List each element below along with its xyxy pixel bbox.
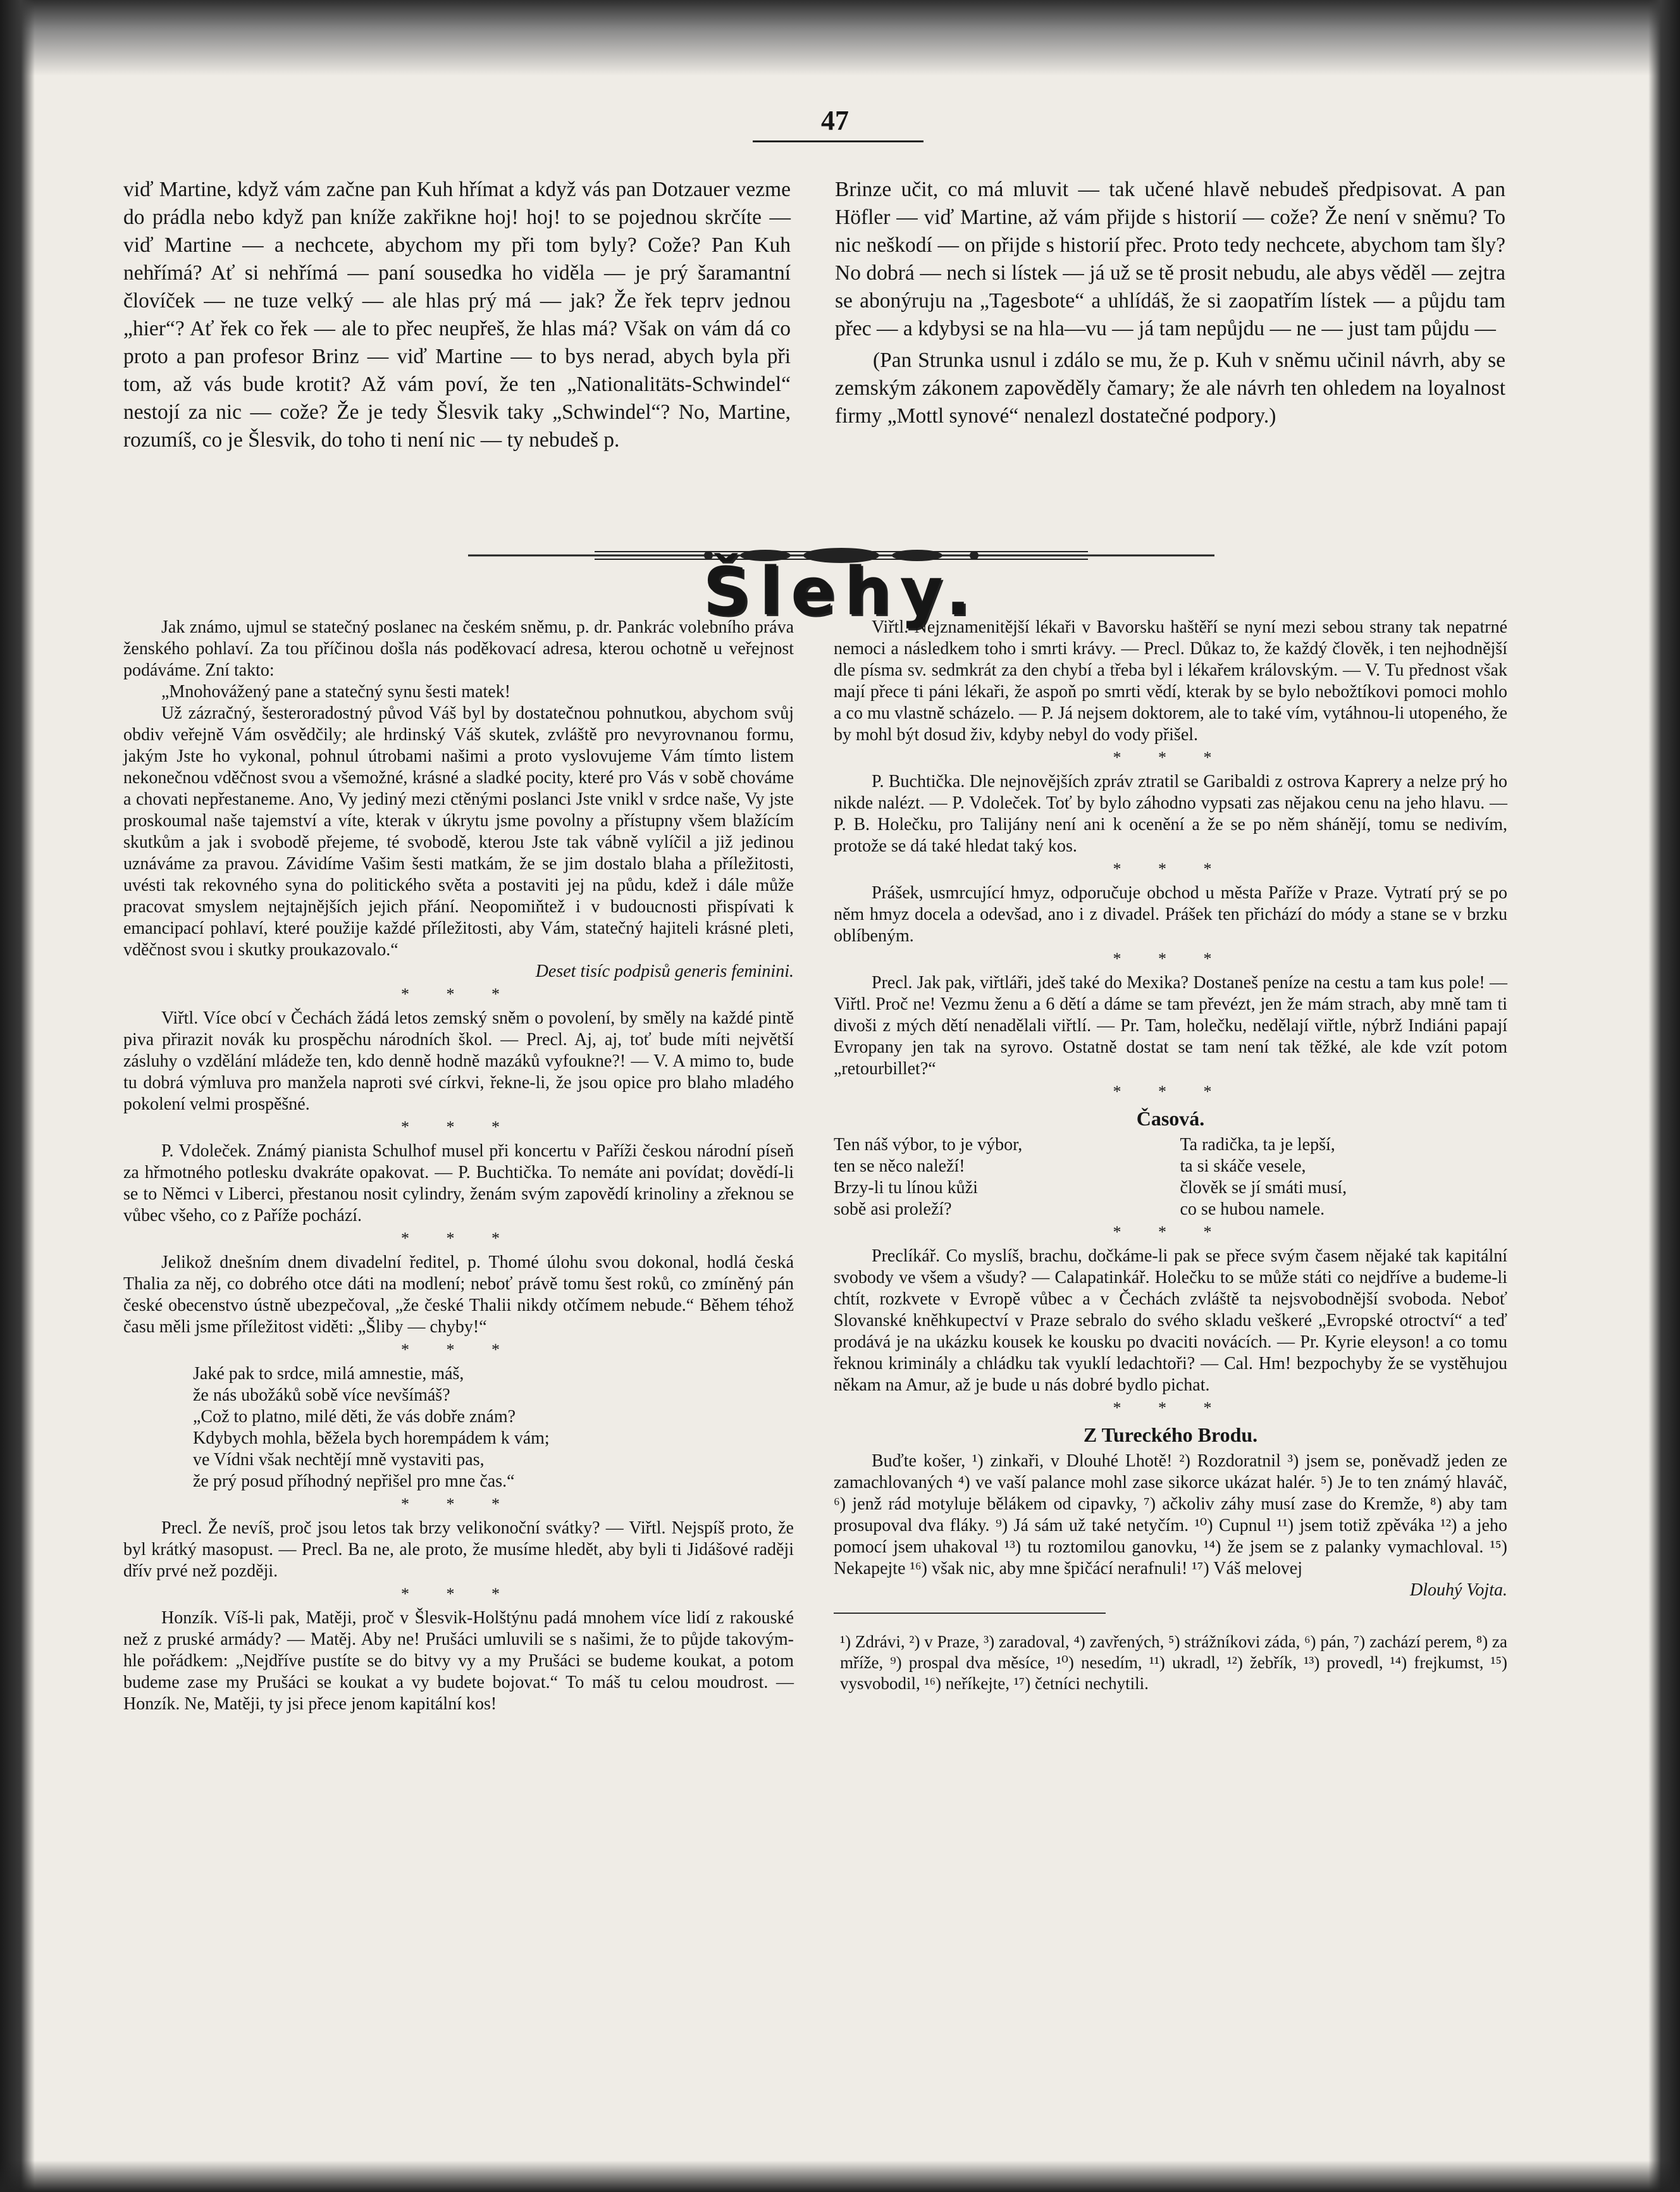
paragraph-preclikar: Preclíkář. Co myslíš, brachu, dočkáme-li pak se přece svým časem nějaké tak kapitální svobody ve všem a všudy? — Calapatinkář. Holečku to se může státi co nejdříve a budeme-li chtít, rozkvete v Evropě vůbec a v Čechách zvláště ta nejsvobodnější svoboda. Neboť Slovanské kněhkupectví v Praze sebralo do svého skladu veškeré „Evropské otroctví“ a teď prodává je na ukázku kousek ke kousku po dvaciti novácích. — Pr. Kyrie eleyson! a co tomu řeknou kriminály a chládku tak vyuklí ledachtoři? — Cal. Hm! bezpochyby že se vystěhujou někam na Amur, až je bude u nás dobré bydlo pichat. <box>834 1246 1507 1395</box>
separator-stars: * * * <box>1113 1082 1228 1101</box>
separator-stars: * * * <box>401 1341 516 1359</box>
top-right-note: (Pan Strunka usnul i zdálo se mu, že p. Kuh v sněmu učinil návrh, aby se zemským zákonem zapověděly čamary; že ale návrh ten ohledem na loyalnost firmy „Mottl synové“ nenalezl dostatečné podpory.) <box>835 349 1505 428</box>
scan-edge-bottom <box>0 2160 1680 2192</box>
address-body: Už zázračný, šesteroradostný původ Váš byl by dostatečnou pohnutkou, abychom svůj obdiv veřejně Vám osvědčily; ale hrdinský Váš skutek, zvláště pro nevyrovnanou formu, jakým Jste ho vykonal, pohnul útrobami našimi a proto vyslovujeme Vám tímto listem nekonečnou vděčnost svou a všemožné, krásné a sladké pocity, které pro Vás v sobě chováme a chovati nepřestaneme. Ano, Vy jediný mezi ctěnými poslanci Jste vnikl v srdce naše, Vy jste proskoumal naše tajemství a víte, kterak v úkrytu jsme povolny a přístupny všem blažícím skutkům a jak i svobodě přejeme, té svobodě, kterou Jste tak vábně vylíčil a již jedinou uznáváme za pravou. Závidíme Vašim šesti matkám, že se jim dostalo blaha a příležitosti, uvésti tak rekovného syna do politického světa a postaviti jej na půdu, kdež i dále může pracovat smyslem nejtajnějších jejich přání. Neopomiňtež i v budoucnosti přispívati k emancipací pohlaví, které použije každé příležitosti, aby Vám, statečný hajiteli krásné pleti, vděčnost svou i skutky proukazovalo.“ <box>123 703 794 960</box>
casova-left-stanza <box>834 1134 1161 1220</box>
right-column <box>834 617 1507 1694</box>
paragraph-vdolecek: P. Vdoleček. Známý pianista Schulhof musel při koncertu v Paříži českou národní píseň za hřmotného potlesku dvakráte opakovat. — P. Buchtička. To nemáte ani povídat; dovědí-li se to Němci v Liberci, přestanou nosit cylindry, ženám svým zapovědí krinoliny a zřeknou se vůbec všeho, co z Paříže pochází. <box>123 1141 794 1225</box>
amnesty-poem <box>123 1363 794 1492</box>
separator-stars: * * * <box>401 1495 516 1513</box>
poem-line: že nás ubožáků sobě více nevšímáš? <box>193 1385 450 1405</box>
paragraph-garibaldi: P. Buchtička. Dle nejnovějších zpráv ztratil se Garibaldi z ostrova Kaprery a nelze prý ho nikde nalézt. — P. Vdoleček. Toť by bylo záhodno vypsati zas nějakou cenu na jeho hlavu. — P. B. Holečku, pro Talijány není ani k ocenění a že se po něm shánějí, tomu se nedivím, protože se dá také hledat taký kos. <box>834 772 1507 856</box>
brod-heading: Z Tureckého Brodu. <box>1083 1423 1258 1446</box>
poem-line: Ten náš výbor, to je výbor, <box>834 1135 1023 1155</box>
scan-edge-right <box>1648 0 1680 2192</box>
footnote-rule <box>834 1613 1106 1614</box>
separator-stars: * * * <box>1113 1223 1228 1241</box>
paragraph-thome: Jelikož dnešním dnem divadelní ředitel, p. Thomé úlohu svou dokonal, hodlá česká Thalia za něj, co dobrého otce dáti na modlení; neboť právě tomu šest roků, co zmíněný pán české obecenstvo ústně ubezpečoval, „že české Thalii nikdy otčímem nebude.“ Během téhož času měli jsme příležitost viděti: „Šliby — chyby!“ <box>123 1253 794 1337</box>
brod-letter: Buďte košer, ¹) zinkaři, v Dlouhé Lhotě! ²) Rozdoratnil ³) jsem se, poněvadž jeden ze zamachlovaných ⁴) ve vaší palance mohl zase sikorce ukázat halér. ⁵) Je to ten známý hlaváč, ⁶) jenž rád motyluje bělákem od cipavky, ⁷) ačkoliv záhy musí zase do Kremže, ⁸) aby tam prosupoval dva fláky. ⁹) Já sám už také netyčím. ¹⁰) Cupnul ¹¹) jsem totiž zpěváka ¹²) a jeho pomocí jsem uhakoval ¹³) tu roztomilou ganovku, ¹⁴) že jsem se z palanky vymachloval. ¹⁵) Nekapejte ¹⁶) však nic, aby mne špičácí nerafnuli! ¹⁷) Váš melovej <box>834 1451 1507 1578</box>
poem-line: ten se něco naleží! <box>834 1156 965 1176</box>
top-left-column <box>123 176 791 458</box>
page-number: 47 <box>821 105 849 136</box>
separator-stars: * * * <box>1113 860 1228 878</box>
left-column <box>123 617 794 1715</box>
poem-line: ta si skáče vesele, <box>1180 1156 1306 1176</box>
paragraph-mexiko: Precl. Jak pak, viřtláři, jdeš také do Mexika? Dostaneš peníze na cestu a tam kus pole! — Viřtl. Proč ne! Vezmu ženu a 6 dětí a dáme se tam převézt, jen že mám strach, aby mně tam ti divoši z mých dětí nenadělali viřtlí. — Pr. Tam, holečku, nedělají viřtle, nýbrž Indiáni papají Evropany jen tak na syrovo. Ostatně dostat se tam není tak těžké, ale kde vzít potom „retourbillet?“ <box>834 973 1507 1079</box>
poem-line: sobě asi proleží? <box>834 1199 952 1219</box>
paragraph-lekari: Viřtl. Nejznamenitější lékaři v Bavorsku haštěří se nyní mezi sebou strany tak nepatrné nemoci a následkem toho i smrti krávy. — Precl. Důkaz to, že každý člověk, i ten nejhodnější dle písma sv. sedmkrát za den chybí a třeba byl i lékařem královským. — V. Tu přednost však mají přece ti páni lékaři, že aspoň po smrti vědí, kterak by se bylo nebožtíkovi pomoci mohlo a co mu vlastně scházelo. — P. Já nejsem doktorem, ale to také vím, vytáhnou-li utopeného, že by mohl být dosud živ, kdyby nebyl do vody přišel. <box>834 617 1507 745</box>
top-left-paragraph: viď Martine, když vám začne pan Kuh hřímat a když vás pan Dotzauer vezme do prádla nebo když pan kníže zakřikne hoj! hoj! to se pojednou skrčíte — viď Martine — a nechcete, abychom my při tom byly? Cože? Pan Kuh nehřímá? Ať si nehřímá — paní sousedka ho viděla — je prý šaramantní človíček — ne tuze velký — ale hlas prý má — jak? Že řek teprv jednou „hier“? Ať řek co řek — ale to přec neupřeš, že hlas má? Však on vám dá co proto a pan profesor Brinz — viď Martine — to bys nerad, abych byla při tom, až vás bude krotit? Až vám poví, že ten „Nationalitäts-Schwindel“ nestojí za nic — cože? Že je tedy Šlesvik taky „Schwindel“? No, Martine, rozumíš, co je Šlesvik, do toho ti není nic — ty nebudeš p. <box>123 178 791 452</box>
separator-stars: * * * <box>401 1118 516 1136</box>
poem-line: co se hubou namele. <box>1180 1199 1325 1219</box>
separator-stars: * * * <box>401 1585 516 1603</box>
address-signature: Deset tisíc podpisů generis feminini. <box>535 962 794 981</box>
section-title: Šlehy. <box>703 553 980 630</box>
separator-stars: * * * <box>1113 748 1228 767</box>
scan-edge-top <box>0 0 1680 76</box>
separator-stars: * * * <box>401 1229 516 1248</box>
scan-edge-left <box>0 0 35 2192</box>
poem-line: Brzy-li tu línou kůži <box>834 1178 978 1198</box>
poem-line: Kdybych mohla, běžela bych horempádem k vám; <box>193 1428 550 1448</box>
paragraph-honzik: Honzík. Víš-li pak, Matěji, proč v Šlesvik-Holštýnu padá mnohem více lidí z rakouské než z pruské armády? — Matěj. Aby ne! Prušáci umluvili se s našimi, že to půjde takovým-hle pořádkem: „Nejdříve pustíte se do bitvy vy a my Prušáci se budeme koukat, a potom budeme zase my Prušáci se koukat a vy budete bojovat.“ To máš tu celou moudrost. — Honzík. Ne, Matěji, ty jsi přece jenom kapitální kos! <box>123 1608 794 1714</box>
intro-paragraph: Jak známo, ujmul se statečný poslanec na českém sněmu, p. dr. Pankrác volebního práva ženského pohlaví. Za tou příčinou došla nás poděkovací adresa, kterou ochotně u veřejnost podáváme. Zní takto: <box>123 617 794 680</box>
poem-line: Ta radička, ta je lepší, <box>1180 1135 1335 1155</box>
poem-line: Jaké pak to srdce, milá amnestie, máš, <box>193 1364 464 1384</box>
poem-line: že prý posud příhodný nepřišel pro mne čas.“ <box>193 1471 515 1491</box>
poem-line: „Což to platno, milé děti, že vás dobře znám? <box>193 1407 516 1427</box>
page-number-rule <box>753 140 923 142</box>
paragraph-prasek: Prášek, usmrcující hmyz, odporučuje obchod u města Paříže v Praze. Vytratí prý se po něm hmyz docela a odevšad, ano i z divadel. Prášek ten přichází do módy a stane se v brzku oblíbeným. <box>834 883 1507 946</box>
paragraph-velikonoce: Precl. Že nevíš, proč jsou letos tak brzy velikonoční svátky? — Viřtl. Nejspíš proto, že byl krátký masopust. — Precl. Ba ne, ale proto, že musíme hledět, aby byli ti Jidášové raději dřív prvé než později. <box>123 1518 794 1581</box>
separator-stars: * * * <box>1113 950 1228 968</box>
separator-stars: * * * <box>1113 1399 1228 1417</box>
casova-heading: Časová. <box>1136 1107 1205 1130</box>
casova-poem <box>834 1134 1507 1220</box>
poem-line: člověk se jí smáti musí, <box>1180 1178 1347 1198</box>
brod-signature: Dlouhý Vojta. <box>1410 1580 1507 1600</box>
separator-stars: * * * <box>401 985 516 1003</box>
paragraph-virtl-precl: Viřtl. Více obcí v Čechách žádá letos zemský sněm o povolení, by směly na každé pintě piva přirazit novák ku prospěchu národních škol. — Precl. Aj, aj, toť bude míti největší zásluhy o vzdělání mládeže ten, kdo denně hodně mazáků vyfoukne?! — V. A mimo to, bude tu dobrá výmluva pro manžela naproti své církvi, řekne-li, že jsou opice pro blaho mladého pokolení velmi prospěšné. <box>123 1008 794 1114</box>
poem-line: ve Vídni však nechtějí mně vystaviti pas, <box>193 1450 485 1470</box>
top-right-column <box>835 176 1505 434</box>
casova-right-stanza <box>1180 1134 1508 1220</box>
address-greeting: „Mnohovážený pane a statečný synu šesti matek! <box>161 682 511 702</box>
footnotes: ¹) Zdrávi, ²) v Praze, ³) zaradoval, ⁴) zavřených, ⁵) strážníkovi záda, ⁶) pán, ⁷) zachází perem, ⁸) za mříže, ⁹) prospal dva měsíce, ¹⁰) nesedím, ¹¹) ukradl, ¹²) žebřík, ¹³) provedl, ¹⁴) frejkumst, ¹⁵) vysvobodil, ¹⁶) neříkejte, ¹⁷) četníci nechytili. <box>840 1632 1507 1693</box>
top-right-paragraph: Brinze učit, co má mluvit — tak učené hlavě nebudeš předpisovat. A pan Höfler — viď Martine, až vám přijde s historií — cože? Že není v sněmu? To nic neškodí — on přijde s historií přec. Proto tedy nechcete, abychom tam šly? No dobrá — nech si lístek — já už se tě prosit nebudu, ale abys věděl — zejtra se abonýruju na „Tagesbote“ a uhlídáš, že si zaopatřím lístek — a půjdu tam přec — a kdybysi se na hla—vu — já tam nepůjdu — ne — just tam půjdu — <box>835 178 1505 340</box>
